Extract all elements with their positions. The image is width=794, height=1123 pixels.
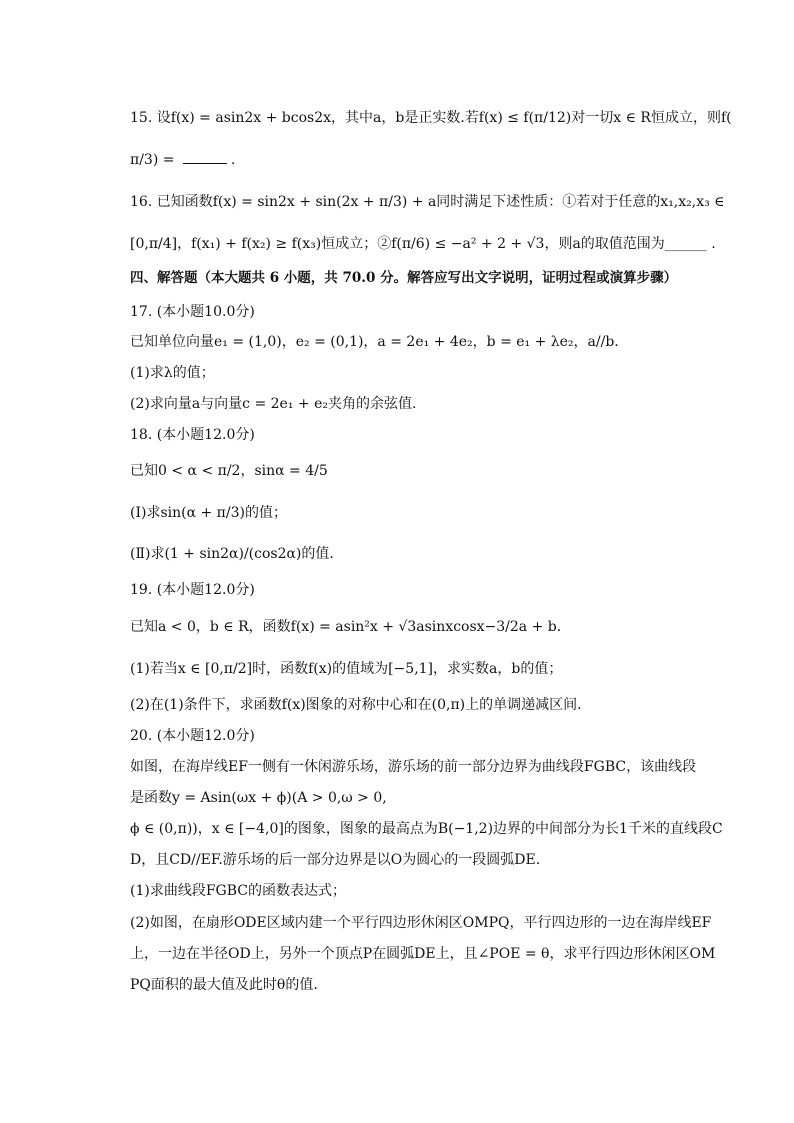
q20-part1: (1)求曲线段FGBC的函数表达式； (130, 883, 346, 899)
q20-line5: (2)如图，在扇形ODE区域内建一个平行四边形休闲区OMPQ，平行四边形的一边在海岸线EF (130, 915, 712, 931)
q15-line2-post: . (230, 152, 236, 168)
q17-header: 17. (本小题10.0分) (130, 304, 255, 320)
q19-header: 19. (本小题12.0分) (130, 582, 255, 598)
q15-line2-pre: π/3) = (130, 152, 179, 168)
q20-line3: ϕ ∈ (0,π))，x ∈ [−4,0]的图象，图象的最高点为B(−1,2)边界的中间部分为长1千米的直线段C (130, 821, 723, 837)
q18-stem: 已知0 < α < π/2，sinα = 4/5 (130, 463, 328, 479)
q15-line2 (130, 150, 235, 170)
q15-line1: 15. 设f(x) = asin2x + bcos2x，其中a，b是正实数.若f(x) ≤ f(π/12)对一切x ∈ R恒成立，则f( (130, 110, 732, 126)
q18-part1: (Ⅰ)求sin(α + π/3)的值； (130, 505, 287, 521)
q19-part1: (1)若当x ∈ [0,π/2]时，函数f(x)的值域为[−5,1]，求实数a，b的值； (130, 661, 563, 677)
q17-part1: (1)求λ的值； (130, 365, 215, 381)
q18-part2: (Ⅱ)求(1 + sin2α)/(cos2α)的值. (130, 546, 334, 562)
q20-line1: 如图，在海岸线EF一侧有一休闲游乐场，游乐场的前一部分边界为曲线段FGBC，该曲线段 (130, 759, 697, 775)
q20-line6: 上，一边在半径OD上，另外一个顶点P在圆弧DE上，且∠POE = θ，求平行四边形休闲区OM (130, 946, 716, 962)
q19-part2: (2)在(1)条件下，求函数f(x)图象的对称中心和在(0,π)上的单调递减区间. (130, 697, 582, 713)
q17-part2: (2)求向量a与向量c = 2e₁ + e₂夹角的余弦值. (130, 396, 417, 412)
q20-line4: D，且CD//EF.游乐场的后一部分边界是以O为圆心的一段圆弧DE. (130, 852, 541, 868)
q16-line2: [0,π/4]，f(x₁) + f(x₂) ≥ f(x₃)恒成立；②f(π/6) ≤ −a² + 2 + √3，则a的取值范围为______ . (130, 236, 716, 252)
q20-header: 20. (本小题12.0分) (130, 728, 255, 744)
section-heading: 四、解答题（本大题共 6 小题，共 70.0 分。解答应写出文字说明，证明过程或演算步骤） (130, 270, 678, 286)
q19-stem: 已知a < 0，b ∈ R，函数f(x) = asin²x + √3asinxcosx−3/2a + b. (130, 619, 562, 635)
q17-stem: 已知单位向量e₁ = (1,0)，e₂ = (0,1)，a = 2e₁ + 4e₂，b = e₁ + λe₂，a//b. (130, 334, 619, 350)
answer-blank (183, 151, 227, 164)
q18-header: 18. (本小题12.0分) (130, 427, 255, 443)
q16-line1: 16. 已知函数f(x) = sin2x + sin(2x + π/3) + a同时满足下述性质：①若对于任意的x₁,x₂,x₃ ∈ (130, 194, 725, 210)
q20-line7: PQ面积的最大值及此时θ的值. (130, 977, 318, 993)
q20-line2: 是函数y = Asin(ωx + ϕ)(A > 0,ω > 0, (130, 790, 387, 806)
